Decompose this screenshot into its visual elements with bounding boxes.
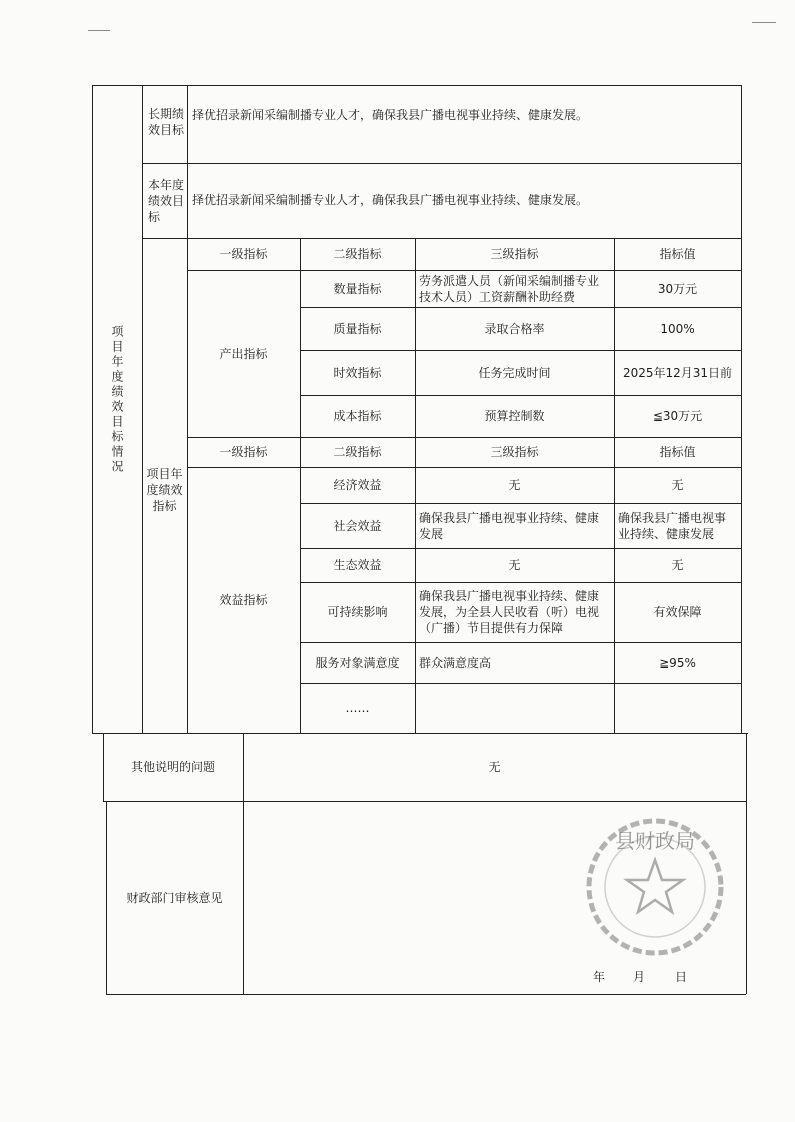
- benefit-row-level3: 确保我县广播电视事业持续、健康发展: [419, 510, 600, 541]
- header-value: 指标值: [659, 247, 696, 261]
- row-divider: [142, 163, 741, 164]
- output-indicator-label: 产出指标: [219, 346, 268, 361]
- table-border: [746, 733, 747, 994]
- output-row-value: ≦30万元: [652, 409, 703, 423]
- benefit-row-value: 确保我县广播电视事业持续、健康发展: [618, 510, 727, 541]
- long-term-goal-label: 长期绩效目标: [148, 107, 185, 137]
- benefit-row-level2: ……: [345, 701, 370, 715]
- output-row-level2: 数量指标: [333, 281, 382, 296]
- benefit-row-level2: 生态效益: [333, 558, 382, 572]
- output-row-value: 2025年12月31日前: [622, 365, 733, 380]
- output-row-level3: 录取合格率: [484, 321, 545, 336]
- benefit-row-level2: 可持续影响: [327, 605, 388, 619]
- scan-artifact-line: [88, 30, 110, 31]
- header-level1: 一级指标: [219, 445, 268, 459]
- other-issues-content: 无: [488, 760, 501, 774]
- output-row-value: 100%: [660, 321, 695, 336]
- benefit-row-value: ≧95%: [659, 655, 696, 670]
- annual-goal-content: 择优招录新闻采编制播专业人才，确保我县广播电视事业持续、健康发展。: [192, 193, 589, 207]
- benefit-row-level2: 经济效益: [333, 478, 382, 492]
- scan-artifact-line: [752, 22, 776, 23]
- header-level2: 二级指标: [333, 247, 382, 261]
- header-level1: 一级指标: [219, 247, 268, 261]
- review-date-year: 年: [593, 970, 606, 984]
- section-label: 项目年度绩效目标情况: [110, 325, 124, 475]
- table-border: [741, 85, 742, 733]
- benefit-row-level3: 确保我县广播电视事业持续、健康发展，为全县人民收看（听）电视（广播）节目提供有力保障: [419, 589, 600, 635]
- benefit-row-level3: [415, 683, 614, 733]
- benefit-row-value: 无: [671, 478, 684, 492]
- annual-goal-label: 本年度绩效目标: [148, 178, 185, 224]
- finance-review-label: 财政部门审核意见: [126, 890, 223, 905]
- benefit-row-value: 无: [671, 558, 684, 572]
- benefit-indicator-label: 效益指标: [219, 593, 268, 607]
- output-row-level3: 任务完成时间: [478, 365, 551, 380]
- header-level3: 三级指标: [490, 445, 539, 459]
- output-row-level2: 质量指标: [333, 321, 382, 336]
- official-seal-stamp: [580, 812, 730, 962]
- benefit-row-level2: 社会效益: [333, 518, 382, 533]
- header-value: 指标值: [659, 445, 696, 459]
- other-issues-label: 其他说明的问题: [130, 760, 215, 774]
- benefit-row-level3: 群众满意度高: [419, 655, 492, 670]
- column-divider: [142, 85, 143, 733]
- benefit-row-level3: 无: [508, 558, 521, 572]
- indicator-label: 项目年度绩效指标: [146, 467, 183, 513]
- review-date-day: 日: [675, 970, 688, 984]
- header-level3: 三级指标: [490, 247, 539, 261]
- output-row-level3: 预算控制数: [484, 409, 545, 423]
- benefit-row-level3: 无: [508, 478, 521, 492]
- table-border: [92, 85, 741, 86]
- benefit-row-level2: 服务对象满意度: [315, 655, 400, 670]
- review-date-month: 月: [633, 970, 646, 984]
- output-row-level3: 劳务派遣人员（新闻采编制播专业技术人员）工资薪酬补助经费: [419, 273, 600, 304]
- output-row-level2: 成本指标: [333, 409, 382, 423]
- benefit-row-value: 有效保障: [653, 605, 702, 619]
- svg-text:县财政局: 县财政局: [615, 829, 695, 853]
- output-row-level2: 时效指标: [333, 365, 382, 380]
- long-term-goal-content: 择优招录新闻采编制播专业人才，确保我县广播电视事业持续、健康发展。: [192, 108, 589, 122]
- output-row-value: 30万元: [657, 281, 698, 296]
- table-border: [106, 994, 746, 995]
- benefit-row-value: [614, 683, 741, 733]
- header-level2: 二级指标: [333, 445, 382, 459]
